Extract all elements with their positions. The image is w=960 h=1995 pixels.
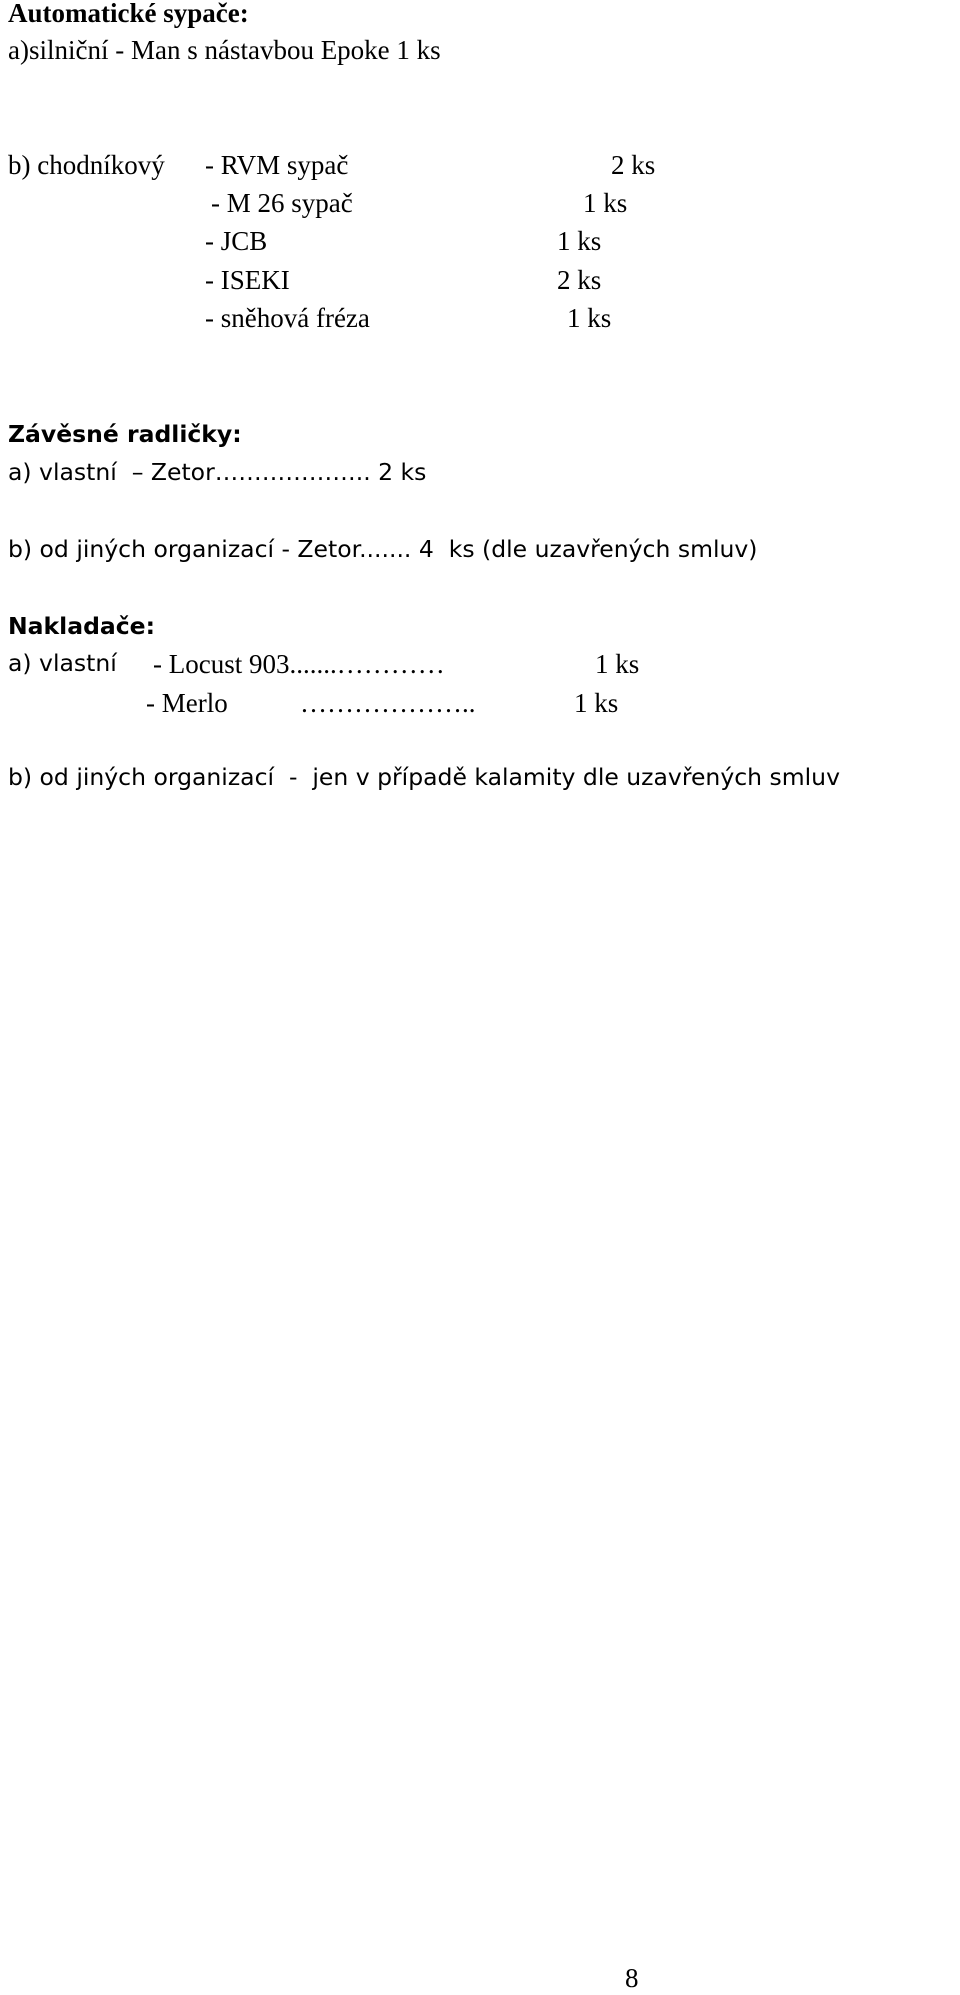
plough-other-line: b) od jiných organizací - Zetor....... 4 ks (dle uzavřených smluv) xyxy=(8,535,758,563)
sidewalk-item-qty: 1 ks xyxy=(583,188,628,218)
sidewalk-item-qty: 2 ks xyxy=(557,265,602,295)
heading-sypace: Automatické sypače: xyxy=(8,0,249,28)
road-spreader-line: a)silniční - Man s nástavbou Epoke 1 ks xyxy=(8,35,441,65)
sidewalk-item-qty: 1 ks xyxy=(567,303,612,333)
plough-own-line: a) vlastní – Zetor……………….. 2 ks xyxy=(8,458,427,486)
loader-other-line: b) od jiných organizací - jen v případě kalamity dle uzavřených smluv xyxy=(8,763,840,791)
sidewalk-item-qty: 1 ks xyxy=(557,226,602,256)
heading-radlicky: Závěsné radličky: xyxy=(8,420,242,448)
loader-own-label: a) vlastní xyxy=(8,649,117,677)
loader-item-dots: ……………….. xyxy=(300,688,476,718)
sidewalk-item-qty: 2 ks xyxy=(611,150,656,180)
sidewalk-item-name: - M 26 sypač xyxy=(211,188,353,218)
heading-nakladace: Nakladače: xyxy=(8,612,156,640)
loader-item-qty: 1 ks xyxy=(595,649,640,679)
page-number: 8 xyxy=(625,1963,639,1993)
sidewalk-label: b) chodníkový xyxy=(8,150,165,180)
sidewalk-item-name: - JCB xyxy=(205,226,268,256)
loader-item-qty: 1 ks xyxy=(574,688,619,718)
sidewalk-item-name: - ISEKI xyxy=(205,265,290,295)
sidewalk-item-name: - sněhová fréza xyxy=(205,303,370,333)
loader-item-name: - Merlo xyxy=(146,688,228,718)
sidewalk-item-name: - RVM sypač xyxy=(205,150,349,180)
loader-item-name: - Locust 903.......………… xyxy=(153,649,445,679)
